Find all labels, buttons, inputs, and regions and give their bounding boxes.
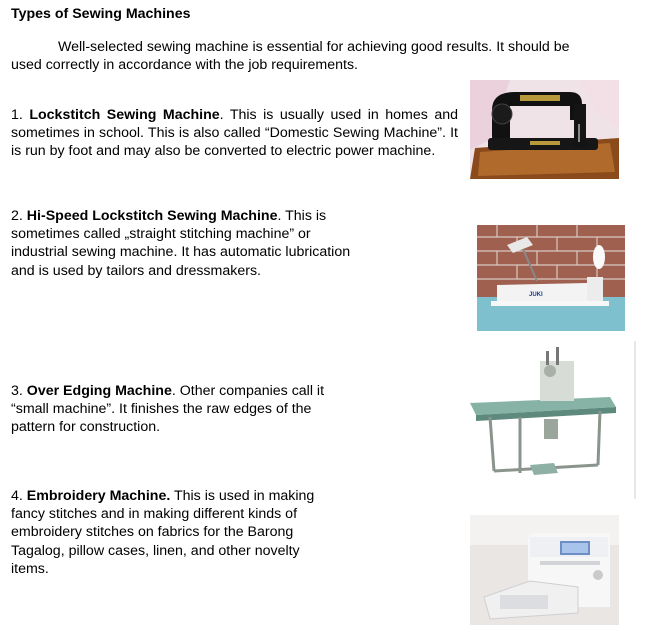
overlock-machine-photo (460, 341, 636, 499)
item-lockstitch (11, 106, 458, 161)
item-name: Over Edging Machine (26, 383, 172, 399)
item-hi-speed (11, 207, 351, 280)
industrial-machine-photo (477, 225, 625, 331)
item-name: Lockstitch Sewing Machine (29, 107, 220, 123)
item-name: Hi-Speed Lockstitch Sewing Machine (26, 208, 278, 224)
item-number: 2. (11, 208, 27, 224)
embroidery-machine-photo (470, 515, 619, 625)
item-description: This is used in making fancy stitches and in making different kinds of embroidery stitches on fabrics for the Barong Tagalog, pillow cases, linen, and other novelty items. (11, 488, 315, 577)
item-number: 3. (11, 383, 27, 399)
page-title: Types of Sewing Machines (11, 6, 191, 22)
intro-paragraph (11, 39, 601, 74)
item-description: . Other companies call it “small machine”. It finishes the raw edges of the pattern for construction. (11, 383, 325, 436)
lockstitch-machine-photo (470, 80, 619, 179)
item-description: . This is usually used in homes and sometimes in school. This is also called “Domestic Sewing Machine”. It is run by foot and may also be converted to electric power machine. (11, 107, 458, 160)
item-number: 4. (11, 488, 27, 504)
item-over-edging (11, 382, 351, 437)
item-embroidery (11, 487, 336, 578)
brand-label: JUKI (529, 292, 543, 298)
item-description: . This is sometimes called „straight stitching machine” or industrial sewing machine. It has automatic lubrication and is used by tailors and dressmakers. (11, 208, 351, 279)
item-number: 1. (11, 107, 30, 123)
intro-text: Well-selected sewing machine is essential for achieving good results. It should be used correctly in accordance with the job requirements. (11, 39, 570, 73)
item-name: Embroidery Machine. (26, 488, 171, 504)
